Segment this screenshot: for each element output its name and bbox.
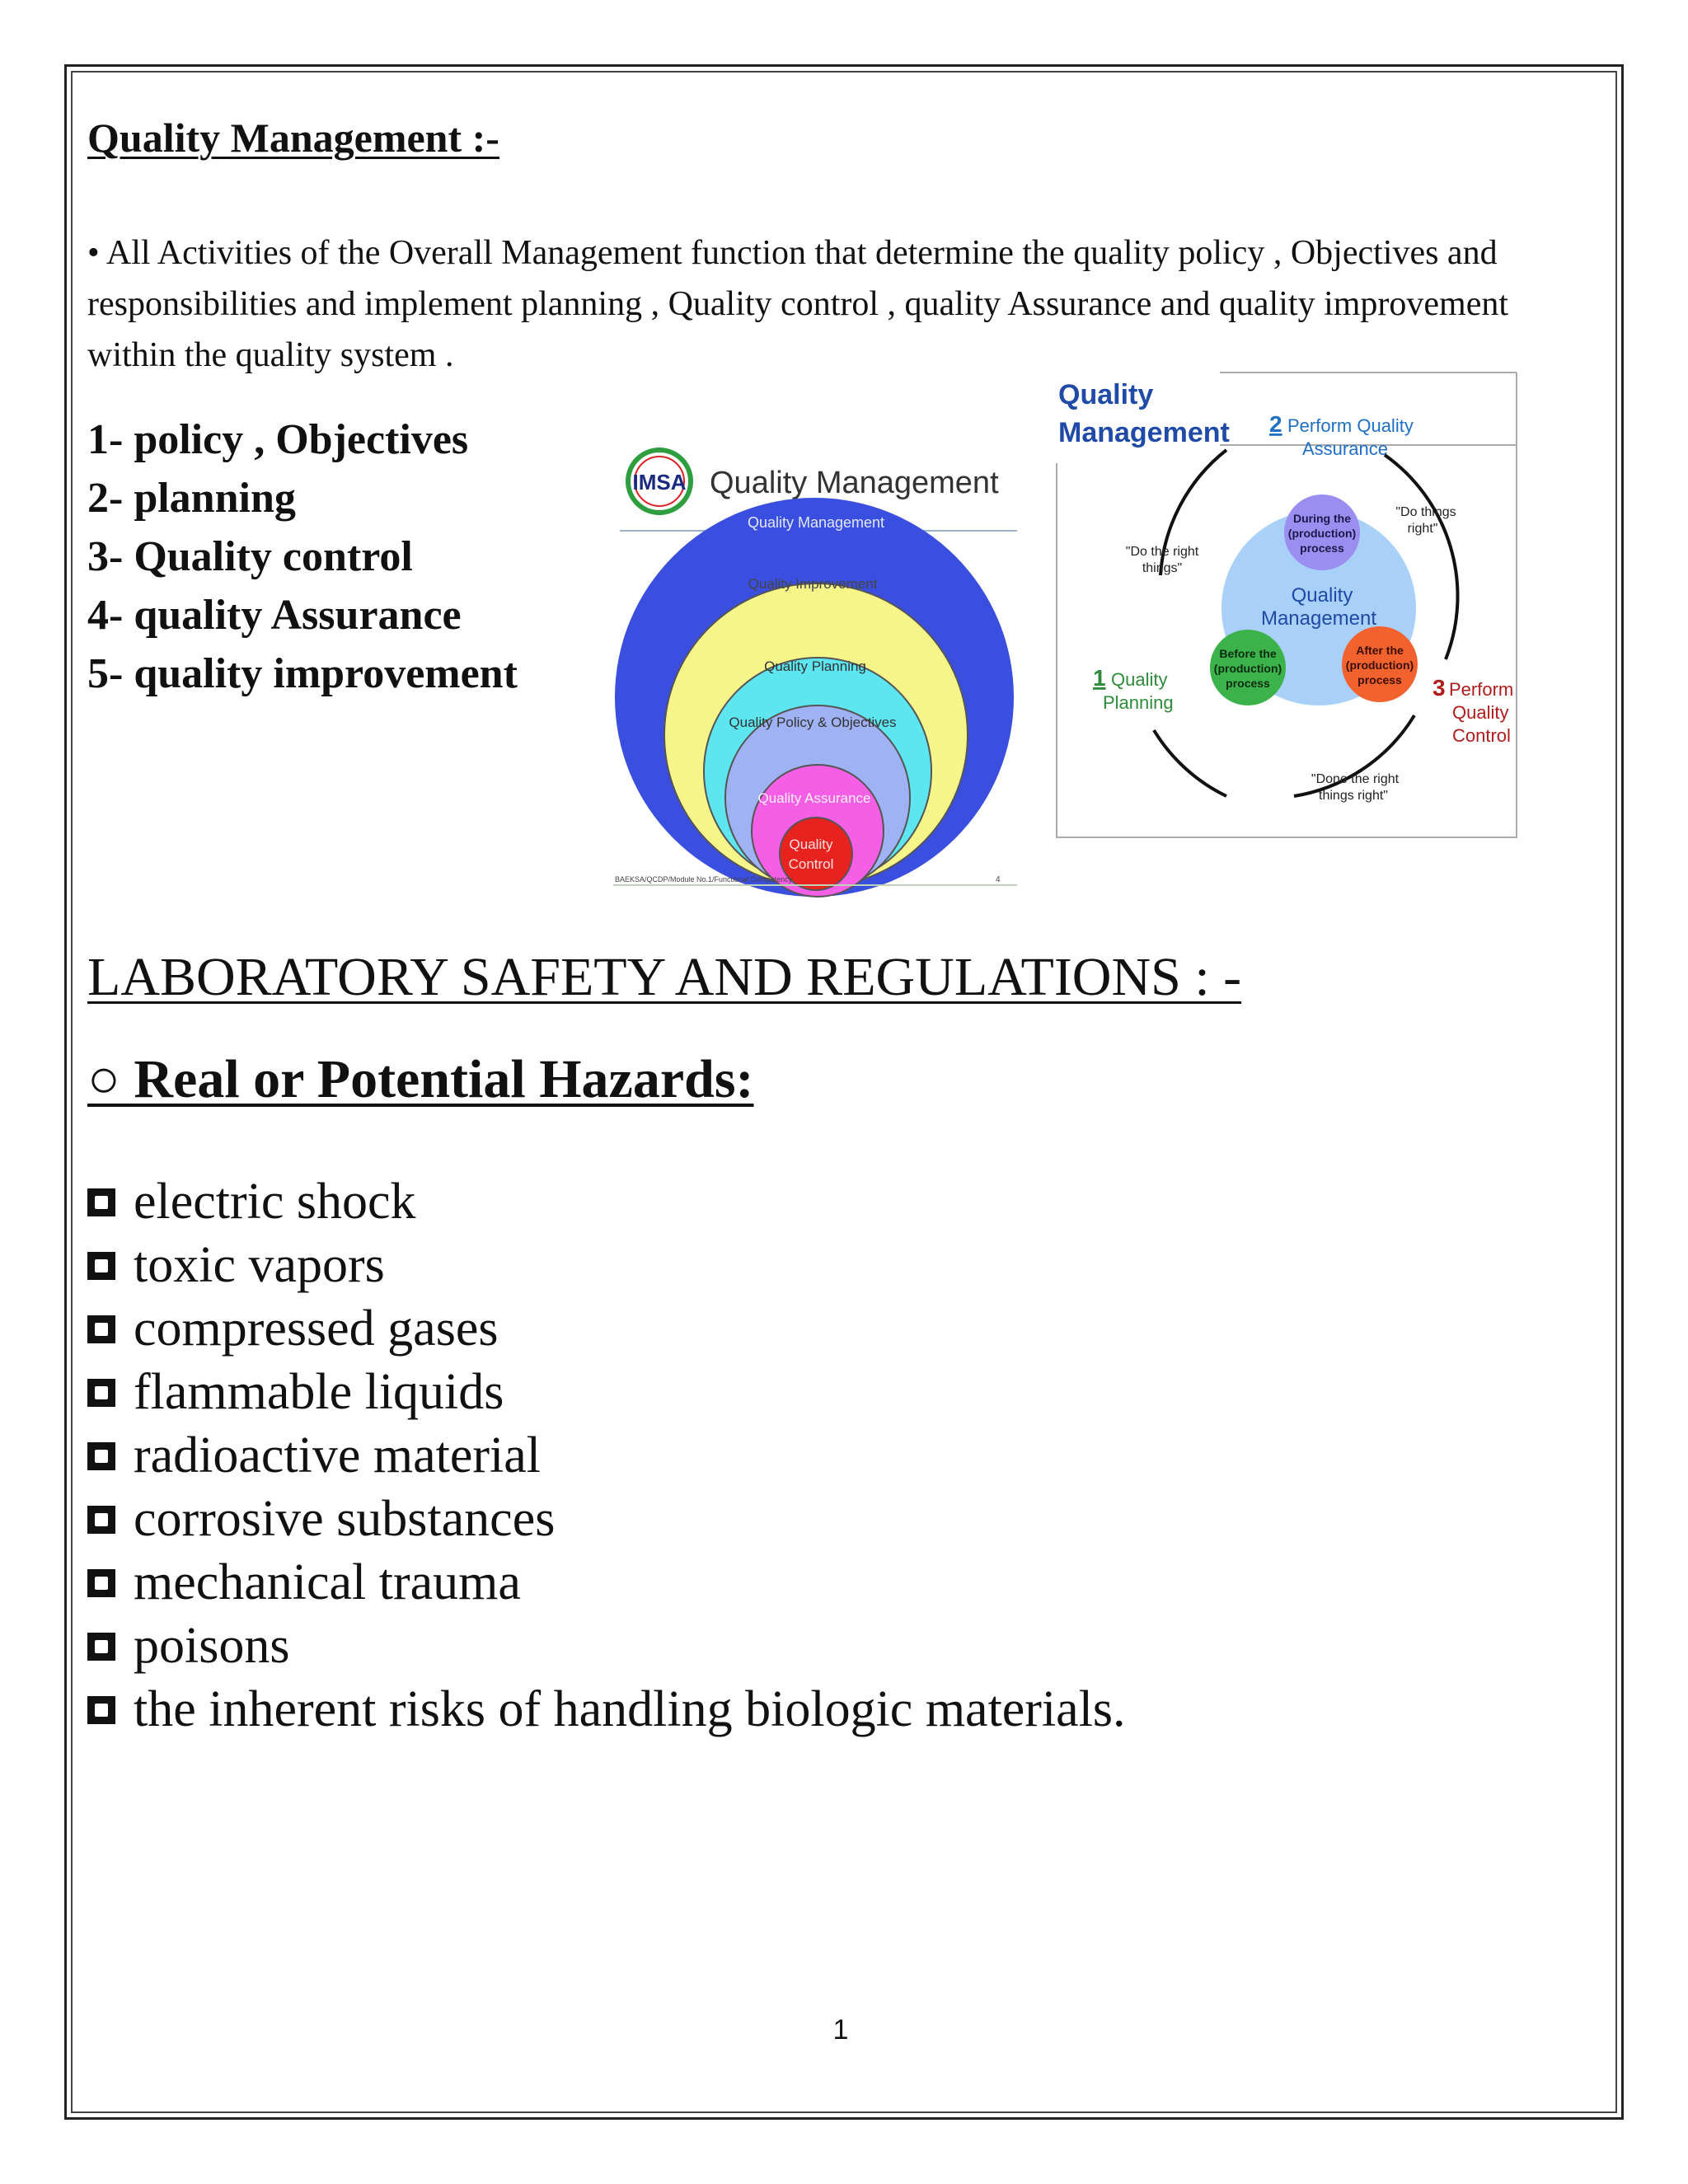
step-number: 1 xyxy=(1093,665,1106,691)
hazard-text: the inherent risks of handling biologic materials. xyxy=(134,1681,1126,1737)
figure-title: Quality xyxy=(1058,379,1154,410)
phase-label: (production) xyxy=(1345,658,1414,672)
hazard-text: electric shock xyxy=(134,1174,416,1230)
hazard-text: radioactive material xyxy=(134,1427,542,1483)
ring-label: Quality Assurance xyxy=(757,790,871,806)
list-item: 5- quality improvement xyxy=(87,650,518,697)
square-bullet-icon xyxy=(87,1252,115,1280)
step-label: Control xyxy=(1452,725,1511,746)
figure-title: Quality Management xyxy=(710,466,999,500)
list-item: 1- policy , Objectives xyxy=(87,416,469,463)
step-label: Assurance xyxy=(1302,438,1388,459)
laboratory-safety-heading: LABORATORY SAFETY AND REGULATIONS : - xyxy=(87,947,1242,1007)
phase-label: process xyxy=(1226,677,1270,690)
list-item xyxy=(87,1615,1126,1678)
phase-label: After the xyxy=(1356,644,1404,657)
square-bullet-icon xyxy=(87,1506,115,1534)
step-label: Perform Quality xyxy=(1287,415,1414,436)
ring-label: Control xyxy=(788,856,834,872)
list-item: 3- Quality control xyxy=(87,533,413,580)
ring-label: Quality xyxy=(789,837,833,852)
center-label: Quality xyxy=(1291,584,1353,607)
list-item: 4- quality Assurance xyxy=(87,592,462,639)
quality-management-definition: • All Activities of the Overall Management function that determine the quality policy , Objectives and responsibilities and implement planning , Quality control , quality Assurance and quality improvement within the quality system . xyxy=(87,234,1509,374)
list-item xyxy=(87,1297,1126,1361)
square-bullet-icon xyxy=(87,1442,115,1470)
step-label: Planning xyxy=(1103,692,1174,713)
hazards-heading: ○ Real or Potential Hazards: xyxy=(87,1049,754,1109)
step-number: 2 xyxy=(1269,411,1282,437)
quote-label: "Do the right xyxy=(1125,545,1199,559)
list-item: 2- planning xyxy=(87,475,296,522)
imsa-logo xyxy=(628,450,691,513)
ring-label: Quality Management xyxy=(747,514,885,531)
hazard-text: mechanical trauma xyxy=(134,1554,521,1610)
phase-label: process xyxy=(1357,673,1402,687)
square-bullet-icon xyxy=(87,1315,115,1343)
list-item xyxy=(87,1170,1126,1234)
list-item xyxy=(87,1424,1126,1488)
ring-label: Quality Policy & Objectives xyxy=(729,715,897,730)
ring-label: Quality Planning xyxy=(764,658,866,674)
step-number: 3 xyxy=(1432,675,1446,701)
page-number: 1 xyxy=(832,2014,849,2046)
list-item xyxy=(87,1488,1126,1551)
phase-label: Before the xyxy=(1219,647,1277,660)
figure-title: Management xyxy=(1058,417,1230,448)
phase-label: process xyxy=(1300,541,1344,555)
hazard-text: corrosive substances xyxy=(134,1491,556,1547)
quality-management-heading: Quality Management :- xyxy=(87,115,499,161)
hazard-text: flammable liquids xyxy=(134,1364,504,1420)
figure-page: 4 xyxy=(996,875,1001,884)
hazards-list xyxy=(87,1170,1126,1741)
center-label: Management xyxy=(1260,607,1377,630)
hazard-text: compressed gases xyxy=(134,1301,499,1357)
hazard-text: poisons xyxy=(134,1618,290,1674)
quote-label: things" xyxy=(1142,561,1183,575)
phase-label: (production) xyxy=(1213,662,1282,675)
square-bullet-icon xyxy=(87,1633,115,1661)
step-label: Quality xyxy=(1452,702,1509,723)
list-item xyxy=(87,1361,1126,1424)
quality-management-list xyxy=(87,410,518,703)
list-item xyxy=(87,1234,1126,1297)
list-item xyxy=(87,1678,1126,1741)
ring-label: Quality Improvement xyxy=(748,576,878,592)
phase-label: (production) xyxy=(1287,527,1357,540)
quality-management-cycle-figure xyxy=(1039,369,1523,847)
square-bullet-icon xyxy=(87,1188,115,1216)
square-bullet-icon xyxy=(87,1379,115,1407)
logo-text: IMSA xyxy=(632,470,687,494)
quote-label: "Done the right xyxy=(1311,772,1400,786)
quote-label: "Do things xyxy=(1395,505,1456,519)
square-bullet-icon xyxy=(87,1569,115,1597)
square-bullet-icon xyxy=(87,1696,115,1724)
quote-label: things right" xyxy=(1319,789,1388,803)
hazard-text: toxic vapors xyxy=(134,1237,385,1293)
figure-footer: BAEKSA/QCDP/Module No.1/Functional Competency xyxy=(615,875,793,883)
phase-label: During the xyxy=(1293,512,1351,525)
step-label: Perform xyxy=(1449,679,1514,700)
list-item xyxy=(87,1551,1126,1615)
quality-management-nested-figure xyxy=(613,425,1025,903)
quote-label: right" xyxy=(1407,522,1438,536)
step-label: Quality xyxy=(1111,669,1168,690)
